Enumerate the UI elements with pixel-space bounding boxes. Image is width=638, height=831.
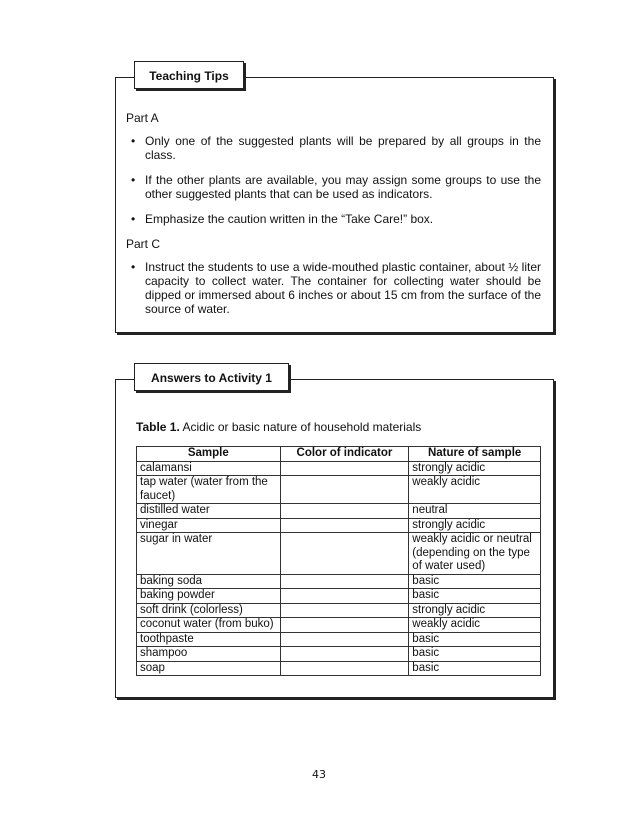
part-c-list xyxy=(126,260,541,316)
nature-cell: basic xyxy=(409,589,541,604)
table-row xyxy=(137,589,541,604)
teaching-tips-tab: Teaching Tips xyxy=(134,61,244,89)
table-row xyxy=(137,533,541,575)
table-row xyxy=(137,504,541,519)
nature-cell: basic xyxy=(409,574,541,589)
table-row xyxy=(137,647,541,662)
nature-cell: basic xyxy=(409,647,541,662)
nature-cell: basic xyxy=(409,661,541,676)
table-body xyxy=(137,461,541,676)
sample-cell: coconut water (from buko) xyxy=(137,618,281,633)
sample-cell: tap water (water from the faucet) xyxy=(137,476,281,504)
table-caption xyxy=(136,420,421,434)
color-cell xyxy=(280,618,409,633)
nature-cell: basic xyxy=(409,632,541,647)
table-row xyxy=(137,461,541,476)
nature-cell: strongly acidic xyxy=(409,603,541,618)
sample-cell: toothpaste xyxy=(137,632,281,647)
household-materials-table xyxy=(136,446,541,676)
table-row xyxy=(137,603,541,618)
part-c-label: Part C xyxy=(126,237,161,251)
part-a-label: Part A xyxy=(126,111,159,125)
nature-cell: strongly acidic xyxy=(409,461,541,476)
table-row xyxy=(137,618,541,633)
sample-cell: vinegar xyxy=(137,518,281,533)
teaching-tips-content xyxy=(126,103,541,327)
header-sample: Sample xyxy=(137,447,281,462)
header-color-of-indicator: Color of indicator xyxy=(280,447,409,462)
sample-cell: shampoo xyxy=(137,647,281,662)
color-cell xyxy=(280,589,409,604)
part-c-item: • Instruct the students to use a wide-mouthed plastic container, about ½ liter capacity to collect water. The container for collecting water should be dipped or immersed about 6 inches or about 15 cm from the surface of the source of water. xyxy=(126,260,541,316)
table-row xyxy=(137,574,541,589)
table-row xyxy=(137,518,541,533)
part-a-item: • Emphasize the caution written in the “Take Care!” box. xyxy=(126,212,541,226)
nature-cell: weakly acidic xyxy=(409,476,541,504)
sample-cell: sugar in water xyxy=(137,533,281,575)
answers-tab: Answers to Activity 1 xyxy=(134,363,289,391)
color-cell xyxy=(280,632,409,647)
table-row xyxy=(137,661,541,676)
answers-box xyxy=(115,371,554,698)
color-cell xyxy=(280,647,409,662)
table-caption-number: Table 1. xyxy=(136,420,180,434)
table-row xyxy=(137,632,541,647)
page-number: 43 xyxy=(312,768,326,781)
color-cell xyxy=(280,574,409,589)
nature-cell: weakly acidic xyxy=(409,618,541,633)
table-caption-text: Acidic or basic nature of household materials xyxy=(179,420,422,434)
part-a-list xyxy=(126,134,541,226)
part-a-item: • If the other plants are available, you may assign some groups to use the other suggested plants that can be used as indicators. xyxy=(126,173,541,201)
color-cell xyxy=(280,476,409,504)
teaching-tips-box xyxy=(115,69,554,333)
sample-cell: baking soda xyxy=(137,574,281,589)
sample-cell: distilled water xyxy=(137,504,281,519)
table-header-row xyxy=(137,447,541,462)
table-row xyxy=(137,476,541,504)
sample-cell: soap xyxy=(137,661,281,676)
nature-cell: strongly acidic xyxy=(409,518,541,533)
sample-cell: soft drink (colorless) xyxy=(137,603,281,618)
color-cell xyxy=(280,504,409,519)
color-cell xyxy=(280,518,409,533)
color-cell xyxy=(280,533,409,575)
color-cell xyxy=(280,603,409,618)
header-nature-of-sample: Nature of sample xyxy=(409,447,541,462)
color-cell xyxy=(280,461,409,476)
color-cell xyxy=(280,661,409,676)
part-a-item: • Only one of the suggested plants will be prepared by all groups in the class. xyxy=(126,134,541,162)
nature-cell: weakly acidic or neutral (depending on the type of water used) xyxy=(409,533,541,575)
nature-cell: neutral xyxy=(409,504,541,519)
sample-cell: baking powder xyxy=(137,589,281,604)
sample-cell: calamansi xyxy=(137,461,281,476)
